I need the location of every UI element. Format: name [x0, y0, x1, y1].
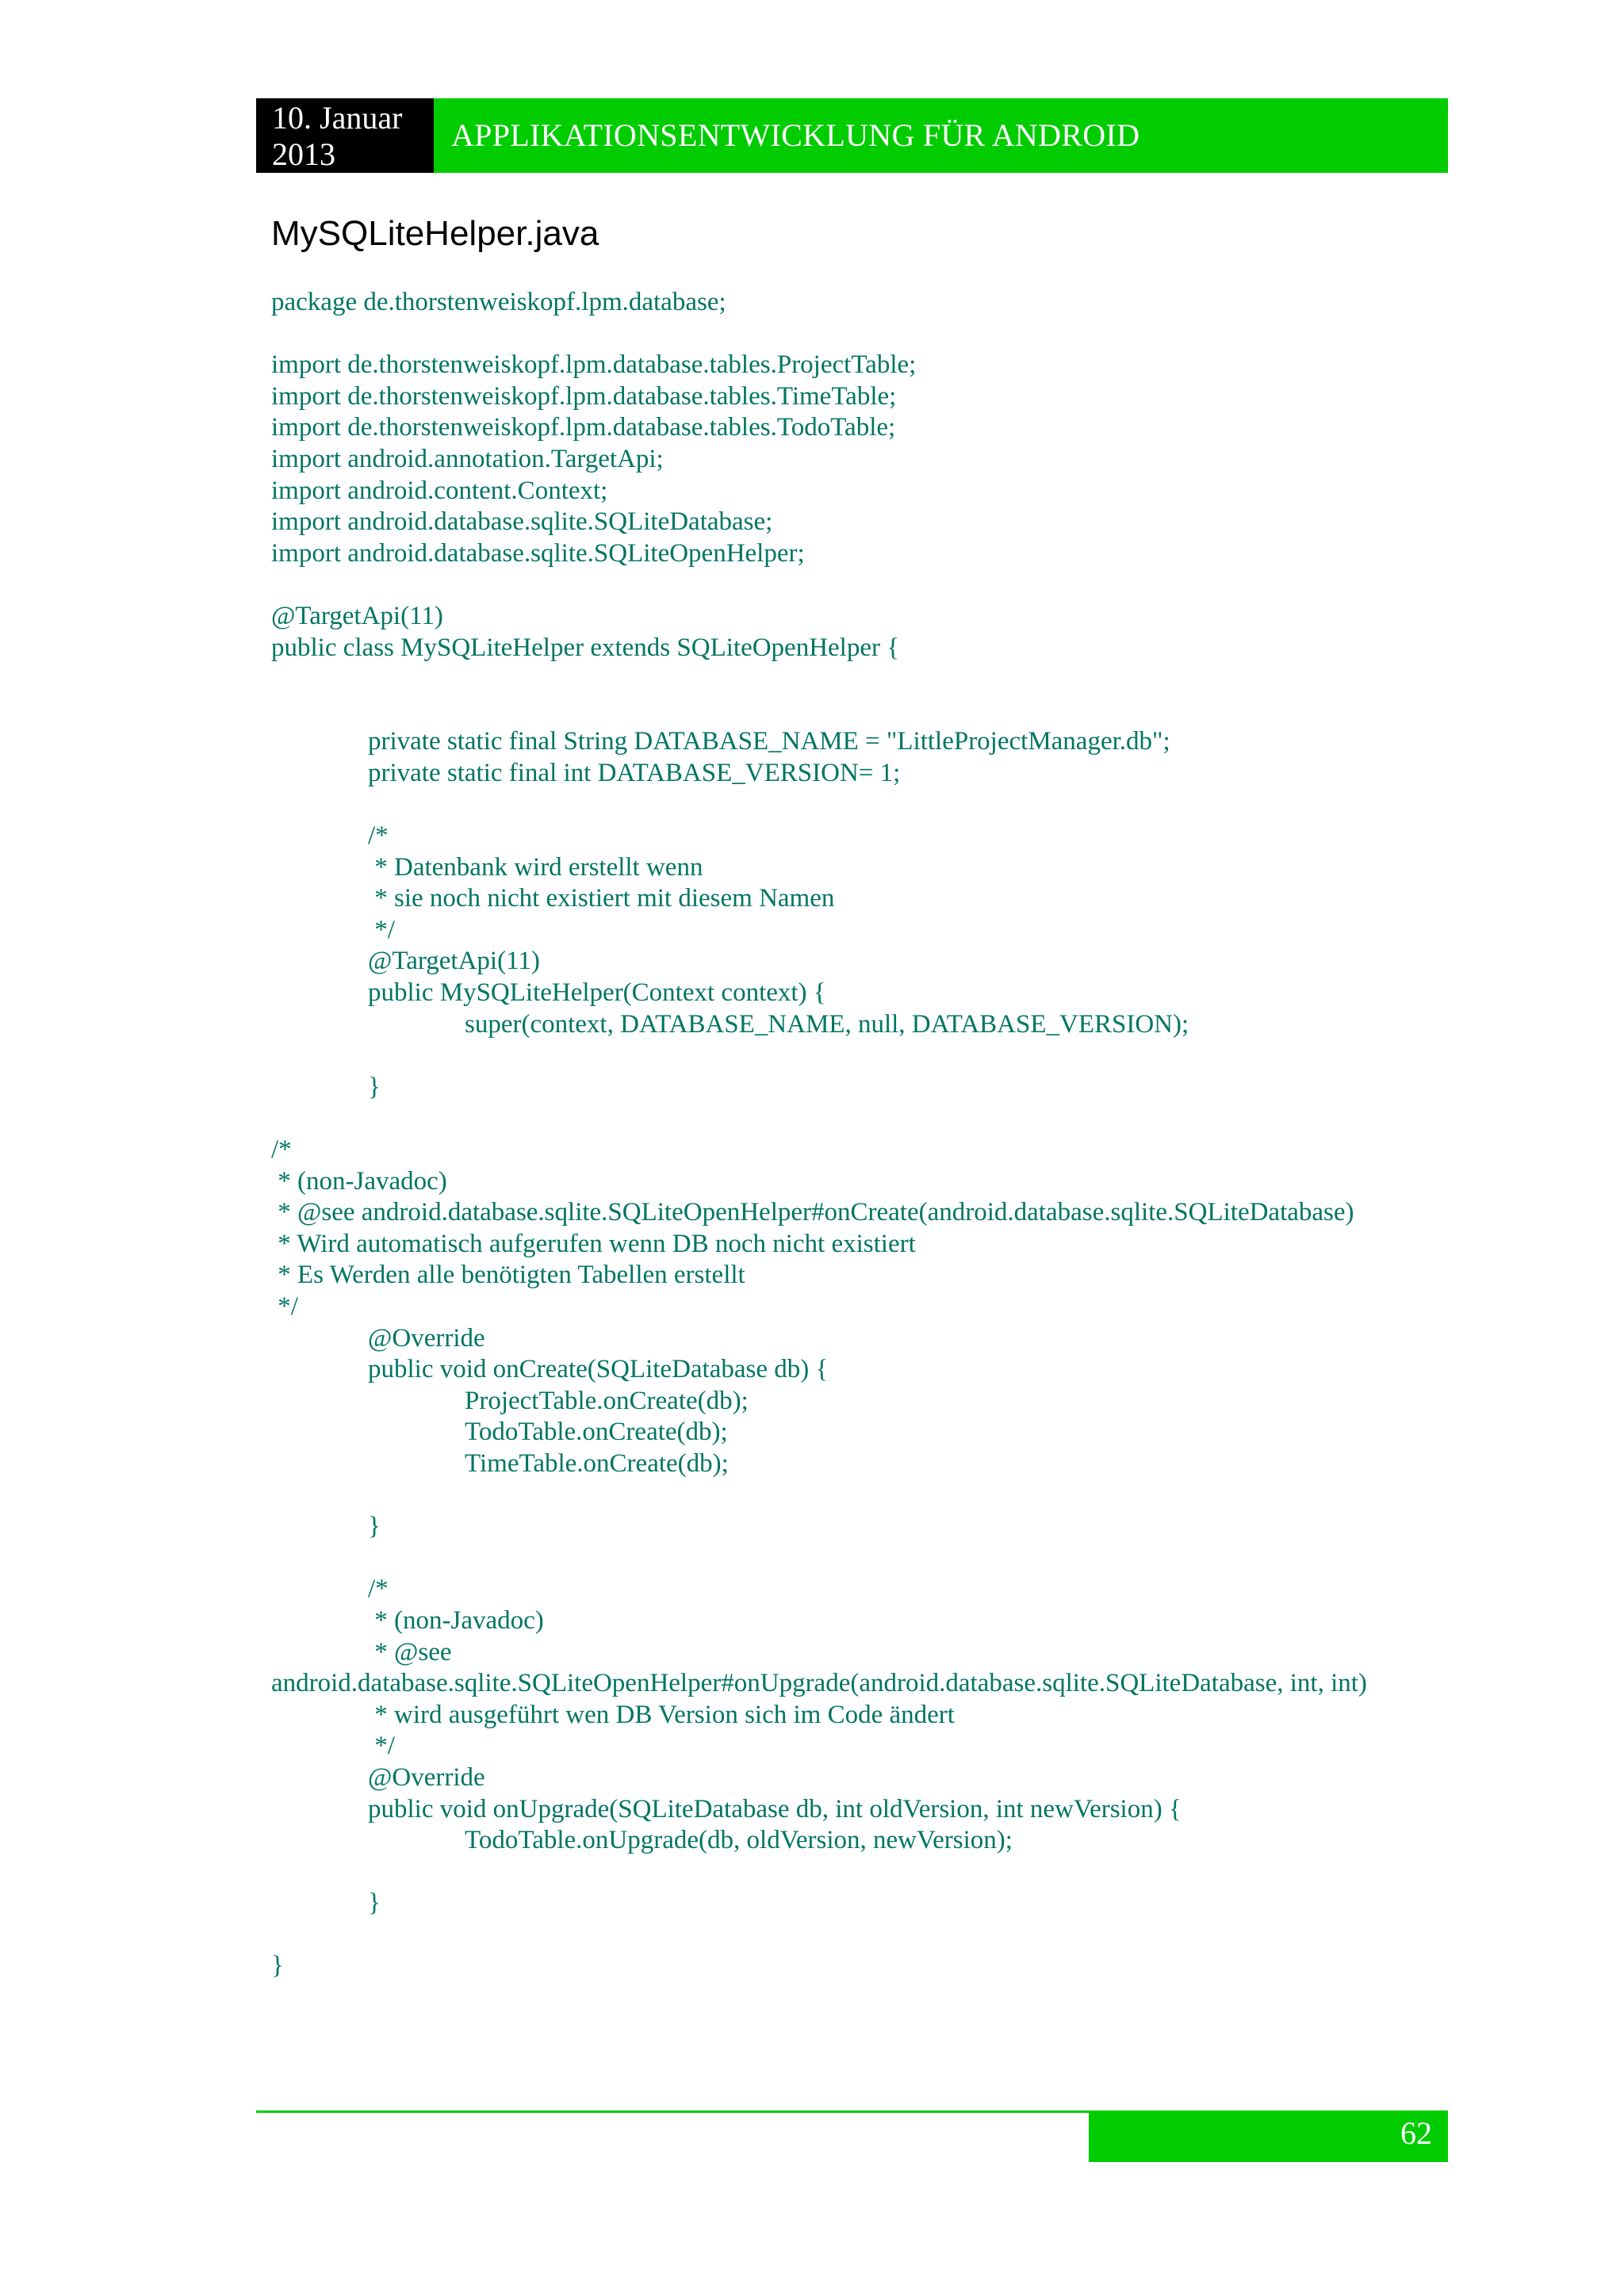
code-line: /* — [368, 1575, 389, 1604]
header-date — [256, 98, 434, 173]
page-number: 62 — [1089, 2110, 1448, 2162]
code-line: TodoTable.onCreate(db); — [465, 1418, 728, 1447]
code-line: } — [368, 1888, 381, 1918]
code-line — [271, 1543, 1367, 1575]
code-line — [271, 569, 1367, 601]
code-line: TodoTable.onUpgrade(db, oldVersion, newVersion); — [465, 1826, 1013, 1855]
code-line: import android.database.sqlite.SQLiteOpenHelper; — [271, 538, 805, 568]
code-line: @TargetApi(11) — [368, 947, 540, 976]
code-line: * @see — [368, 1637, 452, 1667]
header-date-day: 10. Januar — [272, 100, 403, 136]
code-line — [271, 695, 1367, 727]
code-line: * sie noch nicht existiert mit diesem Namen — [368, 884, 835, 913]
code-line: import de.thorstenweiskopf.lpm.database.tables.TimeTable; — [271, 381, 897, 411]
code-listing — [271, 287, 1367, 1982]
code-line: public class MySQLiteHelper extends SQLiteOpenHelper { — [271, 633, 900, 662]
code-line: } — [368, 1512, 381, 1541]
section-title: MySQLiteHelper.java — [271, 214, 599, 253]
code-line: TimeTable.onCreate(db); — [465, 1448, 729, 1478]
code-line: public void onCreate(SQLiteDatabase db) { — [368, 1355, 829, 1384]
code-line: * Wird automatisch aufgerufen wenn DB noch nicht existiert — [271, 1229, 916, 1258]
code-line: * wird ausgeführt wen DB Version sich im Code ändert — [368, 1700, 955, 1729]
code-line — [271, 1040, 1367, 1072]
code-line — [271, 790, 1367, 821]
code-line: */ — [368, 1732, 395, 1761]
code-line: import android.content.Context; — [271, 476, 608, 505]
code-line — [271, 1103, 1367, 1135]
code-line: import de.thorstenweiskopf.lpm.database.tables.ProjectTable; — [271, 350, 917, 380]
code-line: */ — [271, 1292, 298, 1321]
code-line: private static final String DATABASE_NAME = "LittleProjectManager.db"; — [368, 727, 1170, 756]
code-line: import android.database.sqlite.SQLiteDatabase; — [271, 507, 773, 537]
code-line: /* — [271, 1135, 292, 1165]
code-line — [271, 1919, 1367, 1951]
code-line: @Override — [368, 1762, 485, 1792]
code-line — [271, 1480, 1367, 1512]
code-line: android.database.sqlite.SQLiteOpenHelper#onUpgrade(android.database.sqlite.SQLiteDatabase, int, int) — [271, 1669, 1367, 1698]
code-line: } — [368, 1072, 381, 1101]
code-line: @TargetApi(11) — [271, 601, 443, 630]
code-line: import android.annotation.TargetApi; — [271, 444, 664, 473]
code-line: } — [271, 1951, 284, 1980]
code-line: private static final int DATABASE_VERSION= 1; — [368, 758, 901, 787]
code-line: /* — [368, 821, 389, 851]
code-line: import de.thorstenweiskopf.lpm.database.tables.TodoTable; — [271, 413, 896, 442]
code-line: * (non-Javadoc) — [271, 1166, 447, 1196]
header-title: APPLIKATIONSENTWICKLUNG FÜR ANDROID — [434, 98, 1448, 173]
code-line: * @see android.database.sqlite.SQLiteOpenHelper#onCreate(android.database.sqlite.SQLiteDatabase) — [271, 1198, 1354, 1227]
code-line: * Datenbank wird erstellt wenn — [368, 852, 703, 882]
code-line: */ — [368, 915, 395, 944]
code-line — [271, 1857, 1367, 1888]
code-line — [271, 664, 1367, 695]
header-date-year: 2013 — [272, 136, 335, 172]
code-line: public void onUpgrade(SQLiteDatabase db, int oldVersion, int newVersion) { — [368, 1794, 1182, 1823]
code-line: * Es Werden alle benötigten Tabellen erstellt — [271, 1261, 745, 1290]
code-line: @Override — [368, 1323, 485, 1353]
code-line — [271, 319, 1367, 350]
code-line: package de.thorstenweiskopf.lpm.database; — [271, 288, 726, 316]
code-line: public MySQLiteHelper(Context context) { — [368, 978, 826, 1008]
code-line: ProjectTable.onCreate(db); — [465, 1386, 749, 1415]
code-line: * (non-Javadoc) — [368, 1605, 544, 1635]
code-line: super(context, DATABASE_NAME, null, DATABASE_VERSION); — [465, 1009, 1189, 1039]
